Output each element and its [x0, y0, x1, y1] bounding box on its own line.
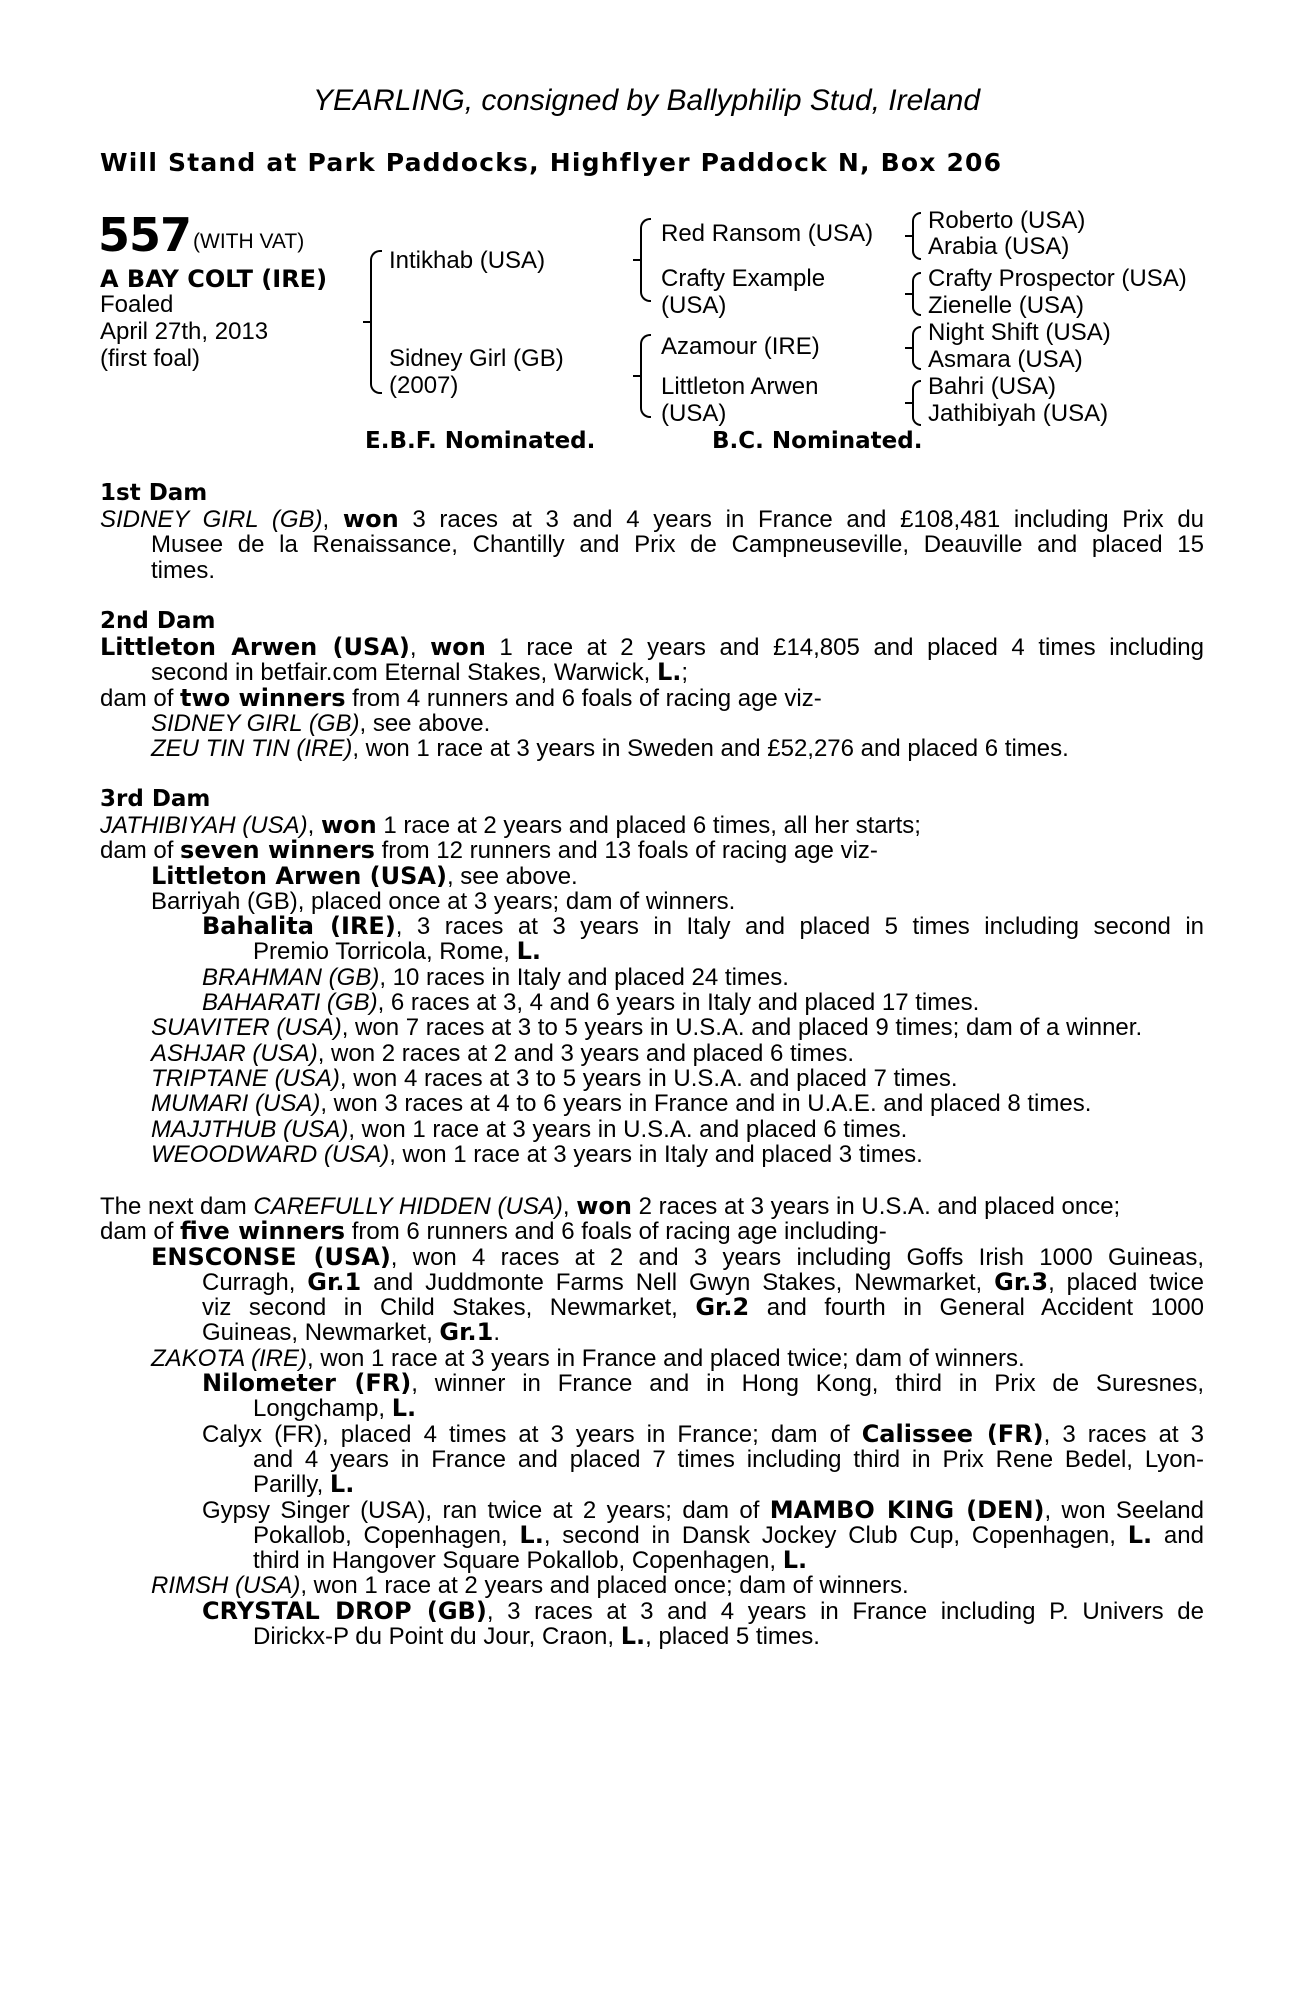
sire-sire: Red Ransom (USA) [661, 220, 874, 247]
bc-nominated: B.C. Nominated. [712, 428, 923, 454]
dam: Sidney Girl (GB) [389, 345, 564, 372]
dam-dam-dam: Jathibiyah (USA) [928, 400, 1109, 427]
first-dam-heading: 1st Dam [100, 480, 208, 506]
sire-dam-sire: Crafty Prospector (USA) [928, 265, 1187, 292]
dam-dam-country: (USA) [661, 400, 727, 427]
stand-location: Will Stand at Park Paddocks, Highflyer Paddock N, Box 206 [100, 148, 1003, 177]
third-dam-section: JATHIBIYAH (USA), won 1 race at 2 years and placed 6 times, all her starts; dam of seven winners from 12 runners and 13 foals of racing age viz- Littleton Arwen (USA), see above. Barriyah (GB), placed once at 3 years; dam of winners. Bahalita (IRE), 3 races at 3 years in Italy and placed 5 times including second in Premio Torricola, Rome, L. BRAHMAN (GB), 10 races in Italy and placed 24 times. BAHARATI (GB), 6 races at 3, 4 and 6 years in Italy and placed 17 times. SUAVITER (USA), won 7 races at 3 to 5 years in U.S.A. and placed 9 times; dam of a winner. ASHJAR (USA), won 2 races at 2 and 3 years and placed 6 times. TRIPTANE (USA), won 4 races at 3 to 5 years in U.S.A. and placed 7 times. MUMARI (USA), won 3 races at 4 to 6 years in France and in U.A.E. and placed 8 times. MAJJTHUB (USA), won 1 race at 3 years in U.S.A. and placed 6 times. WEOODWARD (USA), won 1 race at 3 years in Italy and placed 3 times. [100, 811, 1204, 1168]
foaled-label: Foaled [100, 291, 174, 318]
page-title: YEARLING, consigned by Ballyphilip Stud, Ireland [313, 84, 981, 117]
brace [370, 250, 382, 394]
brace [912, 326, 921, 370]
dam-sire-sire: Night Shift (USA) [928, 319, 1111, 346]
dam-year: (2007) [389, 372, 459, 399]
first-dam-section: SIDNEY GIRL (GB), won 3 races at 3 and 4 years in France and £108,481 including Prix du Musee de la Renaissance, Chantilly and Prix de Campneuseville, Deauville and placed 15 times. [100, 505, 1205, 584]
second-dam-section: Littleton Arwen (USA), won 1 race at 2 years and £14,805 and placed 4 times including second in betfair.com Eternal Stakes, Warwick, L.; dam of two winners from 4 runners and 6 foals of racing age viz- SIDNEY GIRL (GB), see above. ZEU TIN TIN (IRE), won 1 race at 3 years in Sweden and £52,276 and placed 6 times. [100, 633, 1204, 763]
next-dam-section: The next dam CAREFULLY HIDDEN (USA), won 2 races at 3 years in U.S.A. and placed once; dam of five winners from 6 runners and 6 foals of racing age including- ENSCONSE (USA), won 4 races at 2 and 3 years including Goffs Irish 1000 Guineas, Curragh, Gr.1 and Juddmonte Farms Nell Gwyn Stakes, Newmarket, Gr.3, placed twice viz second in Child Stakes, Newmarket, Gr.2 and fourth in General Accident 1000 Guineas, Newmarket, Gr.1. ZAKOTA (IRE), won 1 race at 3 years in France and placed twice; dam of winners. Nilometer (FR), winner in France and in Hong Kong, third in Prix de Suresnes, Longchamp, L. Calyx (FR), placed 4 times at 3 years in France; dam of Calissee (FR), 3 races at 3 and 4 years in France and placed 7 times including third in Prix Rene Bedel, Lyon- Parilly, L. Gypsy Singer (USA), ran twice at 2 years; dam of MAMBO KING (DEN), won Seeland Pokallob, Copenhagen, L., second in Dansk Jockey Club Cup, Copenhagen, L. and third in Hangover Square Pokallob, Copenhagen, L. RIMSH (USA), won 1 race at 2 years and placed once; dam of winners. CRYSTAL DROP (GB), 3 races at 3 and 4 years in France including P. Univers de Dirickx-P du Point du Jour, Craon, L., placed 5 times. [100, 1192, 1205, 1651]
horse-name: SIDNEY GIRL (GB) [100, 506, 323, 533]
sire-dam-country: (USA) [661, 292, 727, 319]
horse-name: Littleton Arwen (USA) [100, 633, 410, 661]
lot-number: 557 [98, 208, 192, 262]
second-dam-heading: 2nd Dam [100, 608, 216, 634]
vat-note: (WITH VAT) [193, 230, 305, 253]
dam-dam: Littleton Arwen [661, 373, 819, 400]
sire-dam-dam: Zienelle (USA) [928, 292, 1085, 319]
lot-name: A BAY COLT (IRE) [100, 265, 328, 293]
ebf-nominated: E.B.F. Nominated. [365, 428, 596, 454]
brace [912, 380, 921, 426]
foal-note: (first foal) [100, 345, 201, 372]
brace [912, 212, 921, 260]
dam-dam-sire: Bahri (USA) [928, 373, 1057, 400]
brace [640, 218, 651, 302]
brace [640, 334, 651, 418]
sire: Intikhab (USA) [389, 247, 546, 274]
foaled-date: April 27th, 2013 [100, 318, 269, 345]
dam-sire: Azamour (IRE) [661, 333, 820, 360]
sire-dam: Crafty Example [661, 265, 826, 292]
dam-sire-dam: Asmara (USA) [928, 346, 1083, 373]
third-dam-heading: 3rd Dam [100, 786, 211, 812]
brace [912, 272, 921, 316]
sire-sire-dam: Arabia (USA) [928, 233, 1070, 260]
sire-sire-sire: Roberto (USA) [928, 207, 1086, 234]
